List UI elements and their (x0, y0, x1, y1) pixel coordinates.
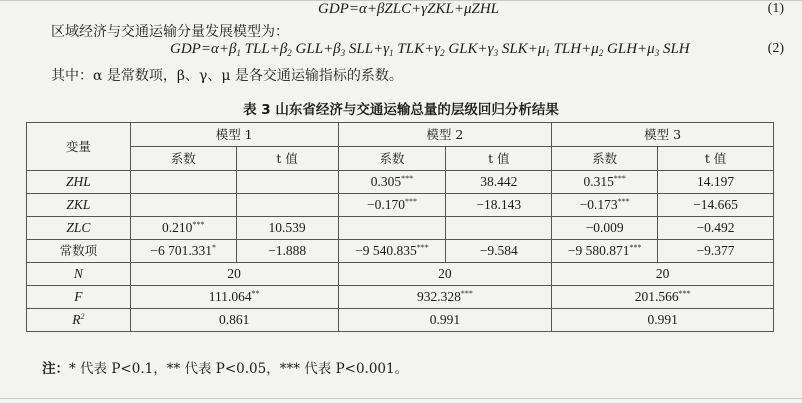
equation-2-formula: $GDP=\alpha+\beta_1$ $TLL+\beta_2$ $GLL+\beta_3$ $SLL+\gamma_1$ $TLK+\gamma_2$ $GLK+\gamma_3$ $SLK+\mu_1$ $TLH+\mu_2$ $GLH+\mu_3$ SLH (170, 41, 690, 58)
t-header: t 值 (236, 147, 338, 171)
t-cell: −14.665 (658, 194, 774, 217)
coef-cell: −0.173*** (552, 194, 658, 217)
coef-header: 系数 (130, 147, 236, 171)
row-variable: ZLC (27, 217, 131, 240)
n-model-1: 20 (130, 263, 338, 286)
t-cell: −0.492 (658, 217, 774, 240)
t-cell: −9.377 (658, 240, 774, 263)
bottom-divider (0, 398, 802, 399)
t-cell: −18.143 (446, 194, 552, 217)
row-variable: ZKL (27, 194, 131, 217)
r2-model-1: 0.861 (130, 309, 338, 332)
equation-2 (0, 41, 802, 61)
model-3-header: 模型 3 (552, 123, 774, 147)
coef-cell: 0.305*** (338, 171, 446, 194)
table-caption: 表 3 山东省经济与交通运输总量的层级回归分析结果 (243, 102, 559, 118)
coef-cell: −0.009 (552, 217, 658, 240)
summary-row-r2 (27, 309, 774, 332)
r2-model-2: 0.991 (338, 309, 552, 332)
footnote-label: 注： (42, 361, 69, 377)
coef-cell: −9 540.835*** (338, 240, 446, 263)
variable-header: 变量 (27, 123, 131, 171)
coef-header: 系数 (552, 147, 658, 171)
t-cell: 14.197 (658, 171, 774, 194)
t-cell: −9.584 (446, 240, 552, 263)
row-variable: F (27, 286, 131, 309)
row-variable: ZHL (27, 171, 131, 194)
table-footnote (42, 357, 408, 377)
row-variable: $R^2$ (27, 309, 131, 332)
summary-row-f (27, 286, 774, 309)
table-header-row-stats (27, 147, 774, 171)
model-intro-text: 区域经济与交通运输分量发展模型为： (51, 24, 289, 40)
t-header: t 值 (658, 147, 774, 171)
r2-model-3: 0.991 (552, 309, 774, 332)
symbols-note-text: 其中：α 是常数项，β、γ、μ 是各交通运输指标的系数。 (51, 68, 403, 84)
n-model-3: 20 (552, 263, 774, 286)
t-cell (236, 194, 338, 217)
coef-cell: 0.210*** (130, 217, 236, 240)
coef-cell: 0.315*** (552, 171, 658, 194)
f-model-2: 932.328*** (338, 286, 552, 309)
row-variable: N (27, 263, 131, 286)
n-model-2: 20 (338, 263, 552, 286)
f-model-3: 201.566*** (552, 286, 774, 309)
model-2-header: 模型 2 (338, 123, 552, 147)
table-row (27, 194, 774, 217)
t-cell: −1.888 (236, 240, 338, 263)
equation-1 (0, 1, 802, 21)
t-cell: 38.442 (446, 171, 552, 194)
footnote-text: * 代表 P<0.1，** 代表 P<0.05，*** 代表 P<0.001。 (69, 361, 409, 377)
summary-row-n (27, 263, 774, 286)
regression-table (26, 122, 774, 332)
table-header-row-models (27, 123, 774, 147)
table-row (27, 240, 774, 263)
coef-header: 系数 (338, 147, 446, 171)
coef-cell: −9 580.871*** (552, 240, 658, 263)
table-row (27, 217, 774, 240)
model-1-header: 模型 1 (130, 123, 338, 147)
t-header: t 值 (446, 147, 552, 171)
equation-2-number: (2) (767, 41, 784, 56)
coef-cell: −0.170*** (338, 194, 446, 217)
table-row (27, 171, 774, 194)
t-cell (236, 171, 338, 194)
f-model-1: 111.064** (130, 286, 338, 309)
t-cell (446, 217, 552, 240)
coef-cell (130, 171, 236, 194)
equation-1-number: (1) (767, 1, 784, 16)
coef-cell (338, 217, 446, 240)
coef-cell (130, 194, 236, 217)
coef-cell: −6 701.331* (130, 240, 236, 263)
t-cell: 10.539 (236, 217, 338, 240)
equation-1-formula: GDP=α+βZLC+γZKL+μZHL (318, 1, 499, 17)
row-variable: 常数项 (27, 240, 131, 263)
